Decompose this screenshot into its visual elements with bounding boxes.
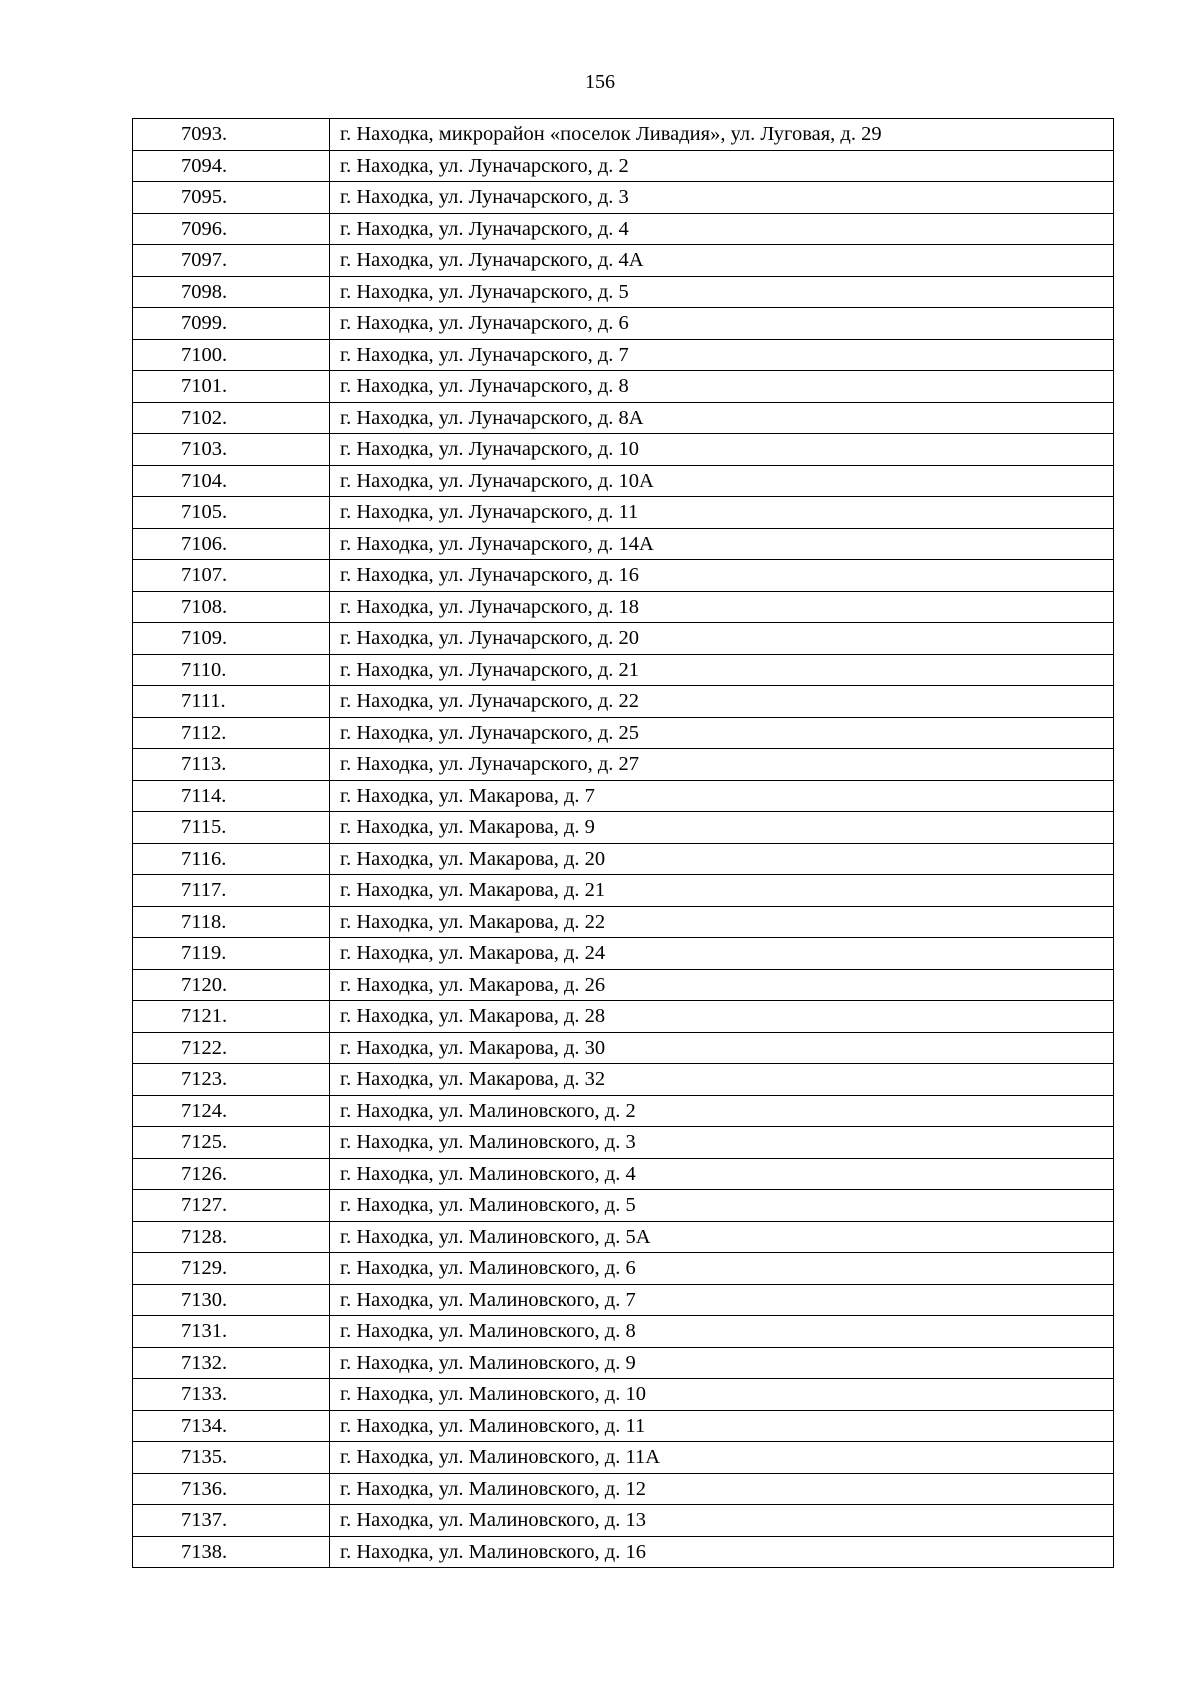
table-row	[133, 1536, 1114, 1568]
row-number-cell: 7096.	[133, 213, 330, 245]
address-cell: г. Находка, ул. Макарова, д. 20	[330, 843, 1114, 875]
row-number-cell: 7123.	[133, 1064, 330, 1096]
address-cell: г. Находка, микрорайон «поселок Ливадия», ул. Луговая, д. 29	[330, 119, 1114, 151]
row-number-cell: 7108.	[133, 591, 330, 623]
address-cell: г. Находка, ул. Малиновского, д. 16	[330, 1536, 1114, 1568]
address-cell: г. Находка, ул. Малиновского, д. 2	[330, 1095, 1114, 1127]
row-number-cell: 7098.	[133, 276, 330, 308]
table-row	[133, 1473, 1114, 1505]
table-row	[133, 749, 1114, 781]
row-number-cell: 7136.	[133, 1473, 330, 1505]
address-cell: г. Находка, ул. Луначарского, д. 25	[330, 717, 1114, 749]
row-number-cell: 7097.	[133, 245, 330, 277]
row-number-cell: 7122.	[133, 1032, 330, 1064]
row-number-cell: 7095.	[133, 182, 330, 214]
address-cell: г. Находка, ул. Малиновского, д. 9	[330, 1347, 1114, 1379]
table-row	[133, 717, 1114, 749]
address-cell: г. Находка, ул. Малиновского, д. 4	[330, 1158, 1114, 1190]
table-row	[133, 402, 1114, 434]
row-number-cell: 7094.	[133, 150, 330, 182]
address-cell: г. Находка, ул. Луначарского, д. 5	[330, 276, 1114, 308]
row-number-cell: 7134.	[133, 1410, 330, 1442]
address-cell: г. Находка, ул. Луначарского, д. 3	[330, 182, 1114, 214]
row-number-cell: 7093.	[133, 119, 330, 151]
table-row	[133, 1064, 1114, 1096]
table-row	[133, 938, 1114, 970]
row-number-cell: 7137.	[133, 1505, 330, 1537]
address-cell: г. Находка, ул. Луначарского, д. 2	[330, 150, 1114, 182]
table-row	[133, 969, 1114, 1001]
row-number-cell: 7126.	[133, 1158, 330, 1190]
address-cell: г. Находка, ул. Макарова, д. 24	[330, 938, 1114, 970]
row-number-cell: 7120.	[133, 969, 330, 1001]
address-cell: г. Находка, ул. Малиновского, д. 11А	[330, 1442, 1114, 1474]
row-number-cell: 7104.	[133, 465, 330, 497]
table-row	[133, 1505, 1114, 1537]
address-table	[132, 118, 1114, 1568]
address-cell: г. Находка, ул. Малиновского, д. 12	[330, 1473, 1114, 1505]
table-row	[133, 843, 1114, 875]
table-row	[133, 591, 1114, 623]
address-cell: г. Находка, ул. Луначарского, д. 4	[330, 213, 1114, 245]
address-cell: г. Находка, ул. Луначарского, д. 27	[330, 749, 1114, 781]
table-row	[133, 308, 1114, 340]
row-number-cell: 7130.	[133, 1284, 330, 1316]
table-row	[133, 1127, 1114, 1159]
table-row	[133, 119, 1114, 151]
address-cell: г. Находка, ул. Малиновского, д. 6	[330, 1253, 1114, 1285]
table-row	[133, 1190, 1114, 1222]
row-number-cell: 7105.	[133, 497, 330, 529]
row-number-cell: 7107.	[133, 560, 330, 592]
address-cell: г. Находка, ул. Макарова, д. 7	[330, 780, 1114, 812]
table-row	[133, 1442, 1114, 1474]
row-number-cell: 7125.	[133, 1127, 330, 1159]
table-row	[133, 1001, 1114, 1033]
address-cell: г. Находка, ул. Луначарского, д. 14А	[330, 528, 1114, 560]
row-number-cell: 7111.	[133, 686, 330, 718]
address-cell: г. Находка, ул. Малиновского, д. 10	[330, 1379, 1114, 1411]
row-number-cell: 7118.	[133, 906, 330, 938]
table-row	[133, 1316, 1114, 1348]
table-row	[133, 150, 1114, 182]
row-number-cell: 7114.	[133, 780, 330, 812]
row-number-cell: 7117.	[133, 875, 330, 907]
address-cell: г. Находка, ул. Луначарского, д. 10А	[330, 465, 1114, 497]
table-row	[133, 1410, 1114, 1442]
row-number-cell: 7127.	[133, 1190, 330, 1222]
address-cell: г. Находка, ул. Малиновского, д. 11	[330, 1410, 1114, 1442]
address-cell: г. Находка, ул. Луначарского, д. 10	[330, 434, 1114, 466]
table-row	[133, 339, 1114, 371]
table-row	[133, 1284, 1114, 1316]
table-row	[133, 623, 1114, 655]
address-cell: г. Находка, ул. Малиновского, д. 8	[330, 1316, 1114, 1348]
row-number-cell: 7128.	[133, 1221, 330, 1253]
row-number-cell: 7115.	[133, 812, 330, 844]
table-row	[133, 560, 1114, 592]
table-row	[133, 182, 1114, 214]
table-row	[133, 276, 1114, 308]
address-cell: г. Находка, ул. Макарова, д. 30	[330, 1032, 1114, 1064]
row-number-cell: 7131.	[133, 1316, 330, 1348]
row-number-cell: 7113.	[133, 749, 330, 781]
row-number-cell: 7106.	[133, 528, 330, 560]
row-number-cell: 7102.	[133, 402, 330, 434]
row-number-cell: 7116.	[133, 843, 330, 875]
address-cell: г. Находка, ул. Луначарского, д. 21	[330, 654, 1114, 686]
table-row	[133, 686, 1114, 718]
address-cell: г. Находка, ул. Луначарского, д. 8А	[330, 402, 1114, 434]
address-cell: г. Находка, ул. Луначарского, д. 22	[330, 686, 1114, 718]
address-cell: г. Находка, ул. Луначарского, д. 4А	[330, 245, 1114, 277]
table-row	[133, 245, 1114, 277]
row-number-cell: 7112.	[133, 717, 330, 749]
row-number-cell: 7100.	[133, 339, 330, 371]
address-cell: г. Находка, ул. Малиновского, д. 13	[330, 1505, 1114, 1537]
row-number-cell: 7124.	[133, 1095, 330, 1127]
table-row	[133, 812, 1114, 844]
address-table-body	[133, 119, 1114, 1568]
page-number: 156	[585, 71, 615, 93]
row-number-cell: 7103.	[133, 434, 330, 466]
address-cell: г. Находка, ул. Макарова, д. 28	[330, 1001, 1114, 1033]
row-number-cell: 7132.	[133, 1347, 330, 1379]
address-cell: г. Находка, ул. Луначарского, д. 16	[330, 560, 1114, 592]
address-cell: г. Находка, ул. Луначарского, д. 7	[330, 339, 1114, 371]
table-row	[133, 1032, 1114, 1064]
row-number-cell: 7101.	[133, 371, 330, 403]
address-cell: г. Находка, ул. Луначарского, д. 18	[330, 591, 1114, 623]
table-row	[133, 1347, 1114, 1379]
address-cell: г. Находка, ул. Макарова, д. 9	[330, 812, 1114, 844]
address-cell: г. Находка, ул. Макарова, д. 22	[330, 906, 1114, 938]
table-row	[133, 465, 1114, 497]
address-cell: г. Находка, ул. Макарова, д. 32	[330, 1064, 1114, 1096]
row-number-cell: 7119.	[133, 938, 330, 970]
table-row	[133, 434, 1114, 466]
address-cell: г. Находка, ул. Малиновского, д. 5	[330, 1190, 1114, 1222]
address-cell: г. Находка, ул. Луначарского, д. 8	[330, 371, 1114, 403]
address-cell: г. Находка, ул. Макарова, д. 26	[330, 969, 1114, 1001]
table-row	[133, 1253, 1114, 1285]
row-number-cell: 7109.	[133, 623, 330, 655]
row-number-cell: 7138.	[133, 1536, 330, 1568]
table-row	[133, 1379, 1114, 1411]
address-cell: г. Находка, ул. Луначарского, д. 11	[330, 497, 1114, 529]
table-row	[133, 1158, 1114, 1190]
table-row	[133, 1221, 1114, 1253]
table-row	[133, 528, 1114, 560]
address-cell: г. Находка, ул. Луначарского, д. 6	[330, 308, 1114, 340]
address-cell: г. Находка, ул. Малиновского, д. 7	[330, 1284, 1114, 1316]
row-number-cell: 7129.	[133, 1253, 330, 1285]
address-cell: г. Находка, ул. Малиновского, д. 5А	[330, 1221, 1114, 1253]
row-number-cell: 7110.	[133, 654, 330, 686]
address-cell: г. Находка, ул. Макарова, д. 21	[330, 875, 1114, 907]
row-number-cell: 7135.	[133, 1442, 330, 1474]
address-cell: г. Находка, ул. Луначарского, д. 20	[330, 623, 1114, 655]
table-row	[133, 906, 1114, 938]
table-row	[133, 654, 1114, 686]
table-row	[133, 875, 1114, 907]
table-row	[133, 371, 1114, 403]
table-row	[133, 497, 1114, 529]
table-row	[133, 780, 1114, 812]
row-number-cell: 7121.	[133, 1001, 330, 1033]
table-row	[133, 213, 1114, 245]
table-row	[133, 1095, 1114, 1127]
address-cell: г. Находка, ул. Малиновского, д. 3	[330, 1127, 1114, 1159]
row-number-cell: 7099.	[133, 308, 330, 340]
row-number-cell: 7133.	[133, 1379, 330, 1411]
